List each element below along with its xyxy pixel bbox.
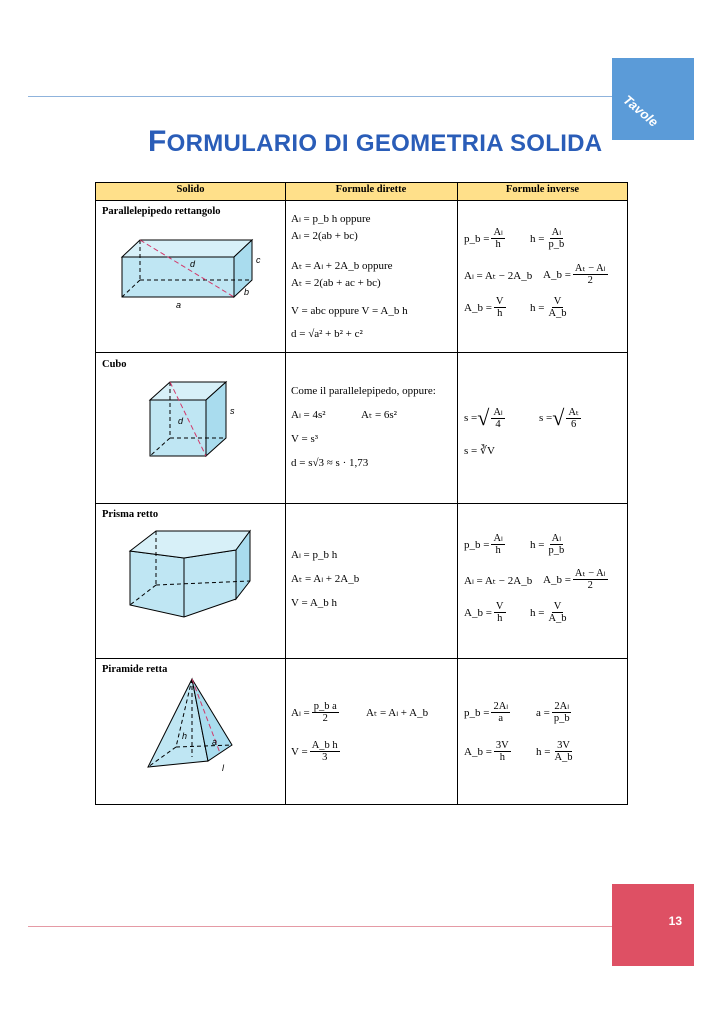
header-solido: Solido	[176, 184, 205, 195]
svg-text:a: a	[212, 737, 218, 747]
svg-text:s: s	[230, 406, 235, 416]
svg-text:d: d	[190, 259, 196, 269]
bottom-rule	[28, 926, 612, 927]
svg-text:h: h	[182, 731, 188, 741]
svg-text:l: l	[222, 763, 224, 773]
solid-name: Piramide retta	[102, 664, 168, 675]
header-formule-inverse: Formule inverse	[505, 184, 580, 195]
solid-name: Cubo	[102, 359, 127, 370]
page-number-tab	[612, 884, 694, 966]
pyramid-figure	[142, 675, 242, 775]
section-tab-label: Tavole	[620, 92, 662, 130]
cube-figure	[144, 378, 244, 463]
svg-text:a: a	[176, 300, 182, 308]
section-tab	[612, 58, 694, 140]
solid-name: Parallelepipedo rettangolo	[102, 206, 221, 217]
svg-text:d: d	[178, 416, 184, 426]
top-rule	[28, 96, 612, 97]
formula-table: Solido Formule dirette Formule inverse Parallelepipedo rettangolo d c b a Aₗ = p_b h oppure Aₗ = 2(ab + bc) Aₜ = Aₗ + 2A_b oppure Aₜ = 2(ab + ac + bc) V = abc oppure V = A_b h d = √a² + b² + c² p_b = $\frac{\text{Aₗ}}{h}$ h = $\frac{\text{Aₗ}}{p\_b}$ Aₗ = Aₜ − 2A_b A_b = $\frac{\text{Aₜ − Aₗ}}{2}$ A_b = $\frac{V}{h}$ h = $\frac{V}{A\_b}$ Cubo d s Come il parallelepipedo, oppure: Aₗ = 4s² Aₜ = 6s² V = s³ d = s√3 ≈ s · 1,73 s = √ $\frac{\text{Aₗ}}{4}$ s = √ $\frac{\text{Aₜ}}{6}$ s = ∛V Prisma retto Aₗ = p_b h Aₜ = Aₗ + 2A_b V = A_b h p_b = $\frac{\text{Aₗ}}{h}$ h = $\frac{\text{Aₗ}}{p\_b}$ Aₗ = Aₜ − 2A_b A_b = $\frac{\text{Aₜ − Aₗ}}{2}$ A_b = $\frac{V}{h}$ h = $\frac{V}{A\_b}$ Piramide retta h a l Aₗ = $\frac{\text{p\_b a}}{2}$ Aₜ = Aₗ + A_b V = $\frac{\text{A\_b h}}{3}$ p_b = $\frac{\text{2Aₗ}}{a}$ a = $\frac{\text{2Aₗ}}{p\_b}$ A_b = $\frac{3V}{h}$ h = $\frac{3V}{A\_b}$	[95, 182, 628, 805]
page-title: FORMULARIO DI GEOMETRIA SOLIDA	[148, 125, 603, 158]
parallelepiped-figure	[116, 233, 266, 308]
page-number: 13	[668, 914, 682, 928]
table-header	[96, 183, 627, 201]
header-formule-dirette: Formule dirette	[335, 184, 407, 195]
prism-figure	[124, 523, 264, 623]
svg-text:c: c	[256, 255, 261, 265]
solid-name: Prisma retto	[102, 509, 159, 520]
svg-text:b: b	[244, 287, 250, 297]
